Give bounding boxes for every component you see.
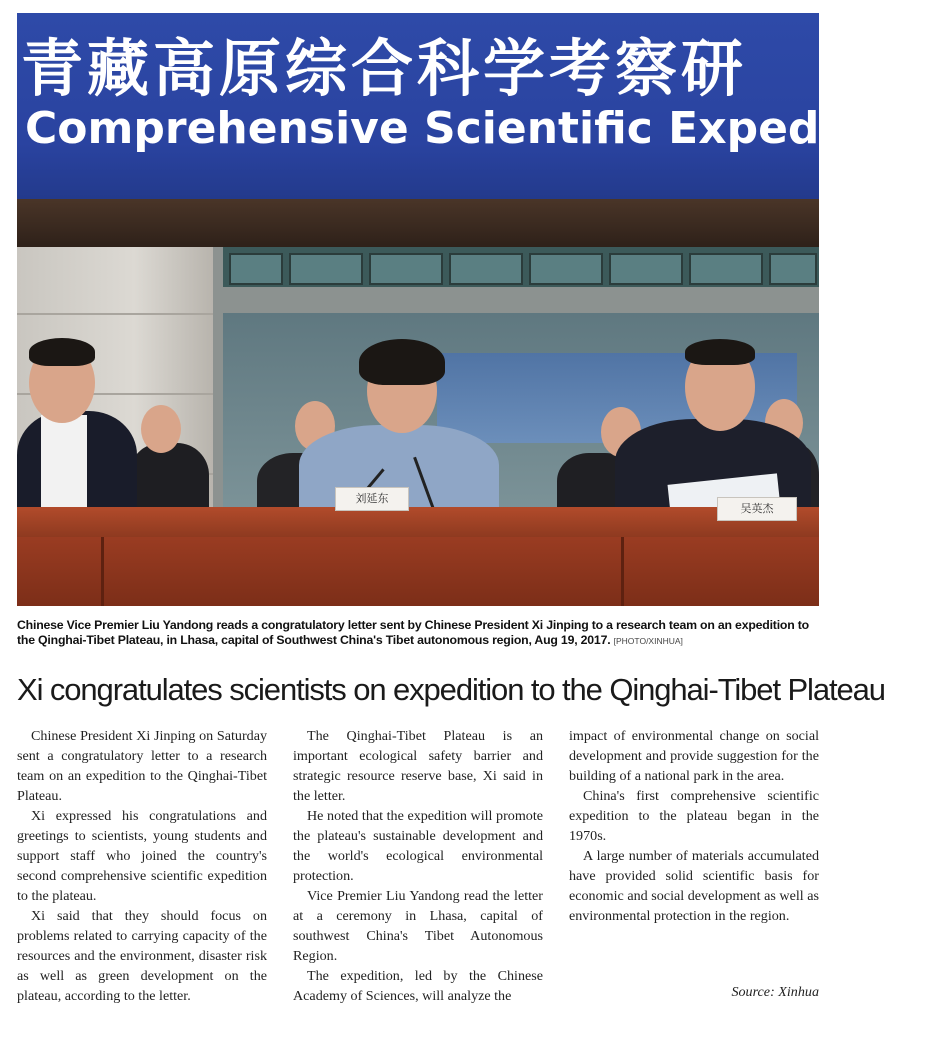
- table-top: [17, 507, 819, 537]
- pillar-seam: [17, 313, 213, 315]
- photo-credit: [PHOTO/XINHUA]: [613, 636, 683, 646]
- paragraph: Xi expressed his congratulations and greetings to scientists, young students and support staff who joined the country's second comprehensive scientific expedition to the plateau.: [17, 808, 267, 904]
- upper-window: [529, 253, 603, 285]
- building-eave: [17, 199, 819, 247]
- table-panel-seam: [621, 537, 624, 606]
- banner-english-text: Comprehensive Scientific Expedition: [25, 103, 932, 154]
- upper-window: [769, 253, 817, 285]
- paragraph: A large number of materials accumulated have provided solid scientific basis for economic and social development as well as environmental protection in the region.: [569, 848, 819, 924]
- shirt: [41, 415, 87, 511]
- paragraph: Chinese President Xi Jinping on Saturday sent a congratulatory letter to a research team on an expedition to the Qinghai-Tibet Plateau.: [17, 728, 267, 804]
- photo-caption: [17, 618, 819, 649]
- article-column-1: [17, 726, 267, 1006]
- nameplate-center: 刘延东: [335, 487, 409, 511]
- paragraph: Vice Premier Liu Yandong read the letter at a ceremony in Lhasa, capital of southwest China's Tibet Autonomous Region.: [293, 888, 543, 964]
- paragraph: He noted that the expedition will promote the plateau's sustainable development and the world's ecological environmental protection.: [293, 808, 543, 884]
- upper-window: [229, 253, 283, 285]
- upper-window: [689, 253, 763, 285]
- table-front: [17, 537, 819, 606]
- paragraph: China's first comprehensive scientific expedition to the plateau began in the 1970s.: [569, 788, 819, 844]
- official-center-hair: [359, 339, 445, 385]
- news-photo: [17, 13, 932, 606]
- upper-window: [449, 253, 523, 285]
- upper-window: [609, 253, 683, 285]
- caption-text: Chinese Vice Premier Liu Yandong reads a congratulatory letter sent by Chinese President Xi Jinping to a research team on an expedition to the Qinghai-Tibet Plateau, in Lhasa, capital of Southwest China's Tibet autonomous region, Aug 19, 2017.: [17, 618, 809, 647]
- article-column-3: [569, 726, 819, 926]
- article-headline: Xi congratulates scientists on expedition to the Qinghai-Tibet Plateau: [17, 672, 885, 707]
- paragraph-continued: impact of environmental change on social development and provide suggestion for the building of a national park in the area.: [569, 728, 819, 784]
- table-panel-seam: [101, 537, 104, 606]
- paragraph: The expedition, led by the Chinese Academy of Sciences, will analyze the: [293, 968, 543, 1004]
- paragraph: The Qinghai-Tibet Plateau is an important ecological safety barrier and strategic resource reserve base, Xi said in the letter.: [293, 728, 543, 804]
- article-column-2: [293, 726, 543, 1006]
- nameplate-right: 吴英杰: [717, 497, 797, 521]
- paragraph: Xi said that they should focus on problems related to carrying capacity of the resources and the environment, disaster risk as well as green development on the plateau, according to the letter.: [17, 908, 267, 1004]
- upper-window: [369, 253, 443, 285]
- official-right-hair: [685, 339, 755, 365]
- upper-window: [289, 253, 363, 285]
- article-source: Source: Xinhua: [731, 984, 819, 1000]
- banner-chinese-text: 青藏高原综合科学考察研: [21, 32, 748, 105]
- ceremony-banner: [17, 13, 932, 199]
- official-left-hair: [29, 338, 95, 366]
- attendee-head: [141, 405, 181, 453]
